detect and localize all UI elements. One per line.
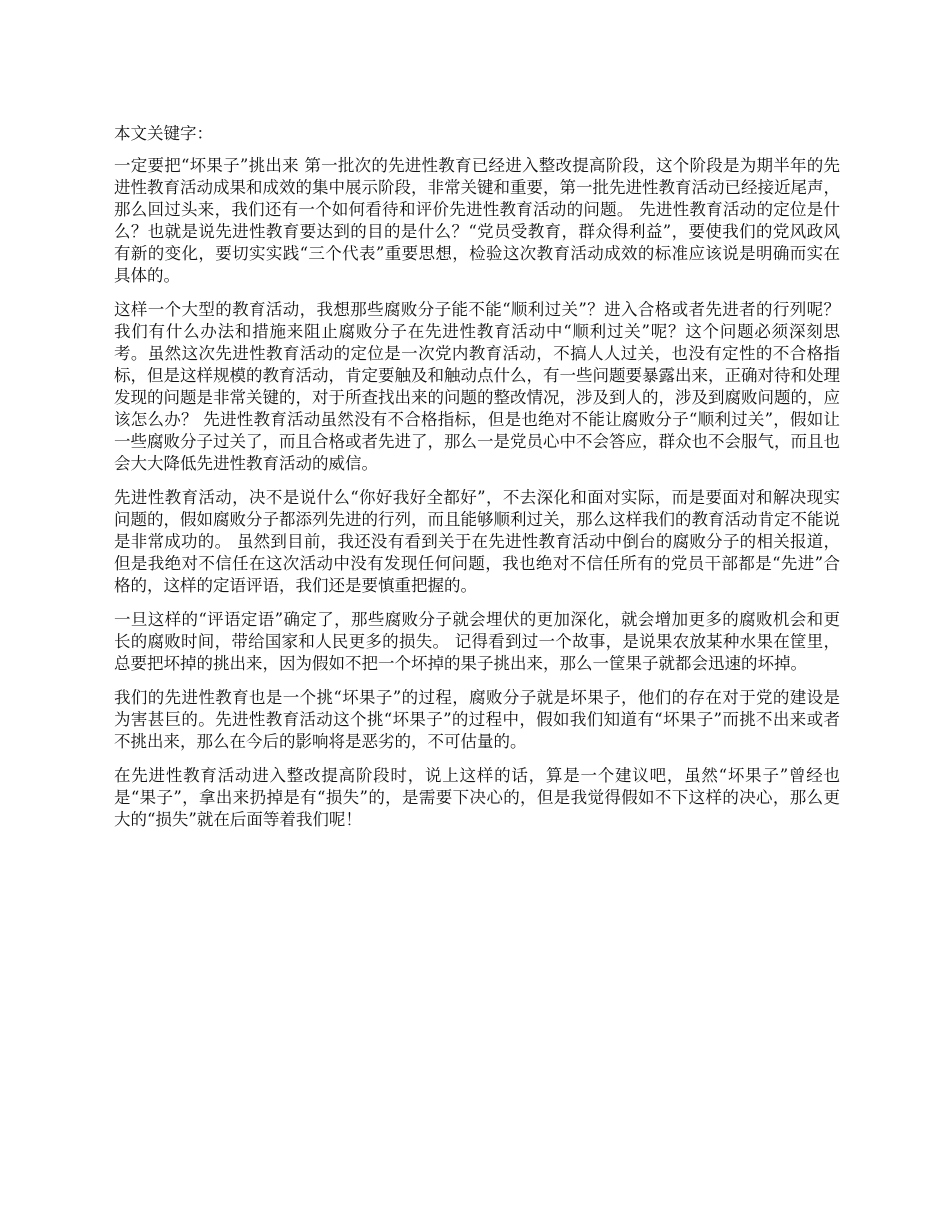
paragraph-2: 这样一个大型的教育活动，我想那些腐败分子能不能“顺利过关”？进入合格或者先进者的行列呢？我们有什么办法和措施来阻止腐败分子在先进性教育活动中“顺利过关”呢？这个问题必须深刻思考。虽然这次先进性教育活动的定位是一次党内教育活动，不搞人人过关，也没有定性的不合格指标，但是这样规模的教育活动，肯定要触及和触动点什么，有一些问题要暴露出来，正确对待和处理发现的问题是非常关键的，对于所查找出来的问题的整改情况，涉及到人的，涉及到腐败问题的，应该怎么办？ 先进性教育活动虽然没有不合格指标，但是也绝对不能让腐败分子“顺利过关”，假如让一些腐败分子过关了，而且合格或者先进了，那么一是党员心中不会答应，群众也不会服气，而且也会大大降低先进性教育活动的威信。 [114, 300, 840, 473]
paragraph-1: 一定要把“坏果子”挑出来 第一批次的先进性教育已经进入整改提高阶段，这个阶段是为期半年的先进性教育活动成果和成效的集中展示阶段，非常关键和重要，第一批先进性教育活动已经接近尾声，那么回过头来，我们还有一个如何看待和评价先进性教育活动的问题。 先进性教育活动的定位是什么？也就是说先进性教育要达到的目的是什么？“党员受教育，群众得利益”，要使我们的党风政风有新的变化，要切实实践“三个代表”重要思想，检验这次教育活动成效的标准应该说是明确而实在具体的。 [114, 156, 840, 285]
document-body [114, 123, 840, 843]
paragraph-3: 先进性教育活动，决不是说什么“你好我好全都好”，不去深化和面对实际，而是要面对和解决现实问题的，假如腐败分子都添列先进的行列，而且能够顺利过关，那么这样我们的教育活动肯定不能说是非常成功的。 虽然到目前，我还没有看到关于在先进性教育活动中倒台的腐败分子的相关报道，但是我绝对不信任在这次活动中没有发现任何问题，我也绝对不信任所有的党员干部都是“先进”合格的，这样的定语评语，我们还是要慎重把握的。 [114, 488, 840, 595]
paragraph-6: 在先进性教育活动进入整改提高阶段时，说上这样的话，算是一个建议吧，虽然“坏果子”曾经也是“果子”，拿出来扔掉是有“损失”的，是需要下决心的，但是我觉得假如不下这样的决心，那么更大的“损失”就在后面等着我们呢！ [114, 766, 840, 829]
paragraph-5: 我们的先进性教育也是一个挑“坏果子”的过程，腐败分子就是坏果子，他们的存在对于党的建设是为害甚巨的。先进性教育活动这个挑“坏果子”的过程中，假如我们知道有“坏果子”而挑不出来或者不挑出来，那么在今后的影响将是恶劣的，不可估量的。 [114, 688, 840, 751]
paragraph-4: 一旦这样的“评语定语”确定了，那些腐败分子就会埋伏的更加深化，就会增加更多的腐败机会和更长的腐败时间，带给国家和人民更多的损失。 记得看到过一个故事，是说果农放某种水果在筐里，总要把坏掉的挑出来，因为假如不把一个坏掉的果子挑出来，那么一筐果子就都会迅速的坏掉。 [114, 610, 840, 673]
keywords-label: 本文关键字： [114, 124, 213, 143]
